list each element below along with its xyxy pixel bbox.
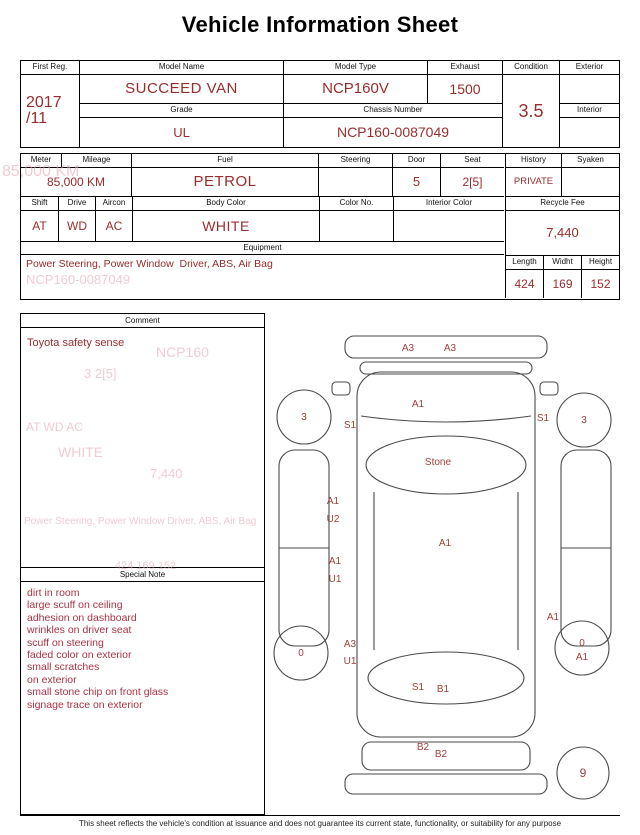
model-type-value: NCP160V [284, 75, 428, 104]
first-reg-month: /11 [26, 110, 48, 127]
diagram-label-left1-a1: A1 [326, 496, 340, 507]
color-no-label: Color No. [320, 197, 394, 211]
drive-label: Drive [59, 197, 96, 211]
history-label: History [506, 154, 562, 168]
rear-window-shape [368, 652, 524, 704]
diagram-label-wheel-fr: 3 [581, 415, 587, 426]
model-name-label: Model Name [80, 61, 284, 75]
chassis-number-value: NCP160-0087049 [284, 118, 503, 147]
steering-label: Steering [319, 154, 393, 168]
history-value: PRIVATE [506, 168, 562, 197]
comment-header: Comment [21, 314, 264, 328]
syaken-label: Syaken [562, 154, 619, 168]
interior-label: Interior [560, 104, 619, 118]
special-note-item: wrinkles on driver seat [27, 624, 132, 637]
ghost-text: NCP160-0087049 [26, 272, 131, 287]
diagram-label-score: 9 [579, 766, 587, 780]
chassis-number-label: Chassis Number [284, 104, 503, 118]
model-name-value: SUCCEED VAN [80, 75, 284, 104]
special-note-item: large scuff on ceiling [27, 599, 123, 612]
door-value: 5 [393, 168, 441, 197]
fuel-value: PETROL [132, 168, 319, 197]
diagram-label-wheel-rl: 0 [298, 648, 304, 659]
steering-box [319, 168, 393, 197]
ghost-text: AT WD AC [26, 420, 83, 434]
width-value: 169 [544, 270, 582, 298]
body-color-value: WHITE [133, 211, 320, 242]
ghost-text: 3 2[5] [84, 366, 117, 381]
ghost-text: NCP160 [156, 344, 209, 360]
diagram-label-hood-a1: A1 [411, 399, 425, 410]
diagram-label-left1-u2: U2 [326, 514, 340, 525]
mileage-value: 85,000 KM [21, 168, 132, 197]
length-value: 424 [506, 270, 544, 298]
drive-value: WD [59, 211, 96, 242]
equipment-label: Equipment [21, 242, 504, 255]
diagram-label-fl-s1: S1 [343, 420, 357, 431]
aircon-value: AC [96, 211, 133, 242]
interior-color-label: Interior Color [394, 197, 504, 211]
seat-value: 2[5] [441, 168, 504, 197]
shift-value: AT [21, 211, 59, 242]
diagram-label-wheel-fl: 3 [301, 412, 307, 423]
first-reg-value [21, 75, 80, 147]
mileage-label: Mileage [62, 154, 132, 168]
exterior-label: Exterior [560, 61, 619, 75]
special-note-item: small stone chip on front glass [27, 686, 169, 699]
grade-value: UL [80, 118, 284, 147]
disclaimer-footer: This sheet reflects the vehicle's condition at issuance and does not guarantee its current state, functionality, or suitability for any purpose [20, 815, 620, 828]
right-mirror-shape [540, 382, 558, 395]
interior-grade-box [560, 118, 619, 147]
left-mirror-shape [332, 382, 350, 395]
exhaust-value: 1500 [428, 75, 503, 104]
model-type-label: Model Type [284, 61, 428, 75]
ghost-text: 424 169 152 [115, 560, 177, 572]
diagram-label-stone: Stone [424, 457, 452, 468]
rear-bumper-shape [345, 774, 547, 794]
diagram-label-fr-s1: S1 [536, 413, 550, 424]
width-label: Widht [544, 256, 582, 270]
diagram-label-trunk-b2-left: B2 [416, 742, 430, 753]
hood-line [361, 416, 531, 422]
special-note-item: faded color on exterior [27, 649, 132, 662]
door-label: Door [393, 154, 441, 168]
exterior-grade-box [560, 75, 619, 104]
diagram-area [266, 314, 624, 814]
page-title: Vehicle Information Sheet [181, 12, 459, 37]
diagram-label-left2-a1: A1 [328, 556, 342, 567]
diagram-label-front-a3-right: A3 [443, 343, 457, 354]
recycle-fee-label: Recycle Fee [506, 197, 619, 211]
special-note-body [21, 582, 264, 814]
special-note-item: adhesion on dashboard [27, 611, 137, 624]
comment-text: Toyota safety sense [27, 337, 125, 349]
comment-panel [20, 313, 265, 815]
diagram-label-rl-a3: A3 [343, 639, 357, 650]
diagram-label-rl-u1: U1 [343, 656, 357, 667]
special-note-item: on exterior [27, 673, 77, 686]
shift-label: Shift [21, 197, 59, 211]
color-no-box [320, 211, 394, 242]
diagram-label-rr-a1: A1 [575, 652, 589, 663]
length-label: Length [506, 256, 544, 270]
diagram-label-front-a3-left: A3 [401, 343, 415, 354]
identity-table [20, 60, 620, 148]
meter-label: Meter [21, 154, 62, 168]
body-color-label: Body Color [133, 197, 320, 211]
ghost-text: 7,440 [150, 466, 183, 481]
condition-value: 3.5 [503, 75, 560, 147]
diagram-label-wheel-rr: 0 [579, 638, 585, 649]
car-body-outline [357, 372, 535, 737]
interior-color-box [394, 211, 504, 242]
special-note-item: dirt in room [27, 587, 80, 599]
fuel-label: Fuel [132, 154, 319, 168]
diagram-label-rear-b1: B1 [436, 684, 450, 695]
first-reg-year: 2017 [26, 94, 62, 111]
height-value: 152 [590, 276, 611, 291]
special-note-item: scuff on steering [27, 636, 104, 649]
first-reg-label: First Reg. [21, 61, 80, 75]
diagram-label-right-a1: A1 [546, 612, 560, 623]
specs-right-block [505, 154, 619, 298]
height-label: Height [582, 256, 619, 270]
exhaust-label: Exhaust [428, 61, 503, 75]
diagram-label-roof-a1: A1 [438, 538, 452, 549]
diagram-label-trunk-b2-right: B2 [434, 749, 448, 760]
car-damage-diagram [266, 314, 624, 814]
recycle-fee-value: 7,440 [506, 211, 619, 256]
condition-label: Condition [503, 61, 560, 75]
ghost-text: WHITE [58, 444, 104, 460]
aircon-label: Aircon [96, 197, 133, 211]
diagram-label-left2-u1: U1 [328, 574, 342, 585]
special-note-item: small scratches [27, 661, 100, 674]
special-note-header: Special Note [21, 568, 264, 582]
specs-table [20, 153, 620, 300]
diagram-label-rear-s1: S1 [411, 682, 425, 693]
grade-label: Grade [80, 104, 284, 118]
ghost-text: 85,000 KM [2, 163, 80, 180]
specs-left-block [21, 154, 504, 298]
comment-body [21, 328, 264, 568]
seat-label: Seat [441, 154, 504, 168]
ghost-text: Power Steering, Power Window Driver, ABS, Air Bag [24, 516, 257, 527]
special-note-item: signage trace on exterior [27, 698, 143, 711]
equipment-value: Power Steering, Power Window Driver, ABS, Air Bag [26, 258, 273, 270]
syaken-box [562, 168, 619, 197]
